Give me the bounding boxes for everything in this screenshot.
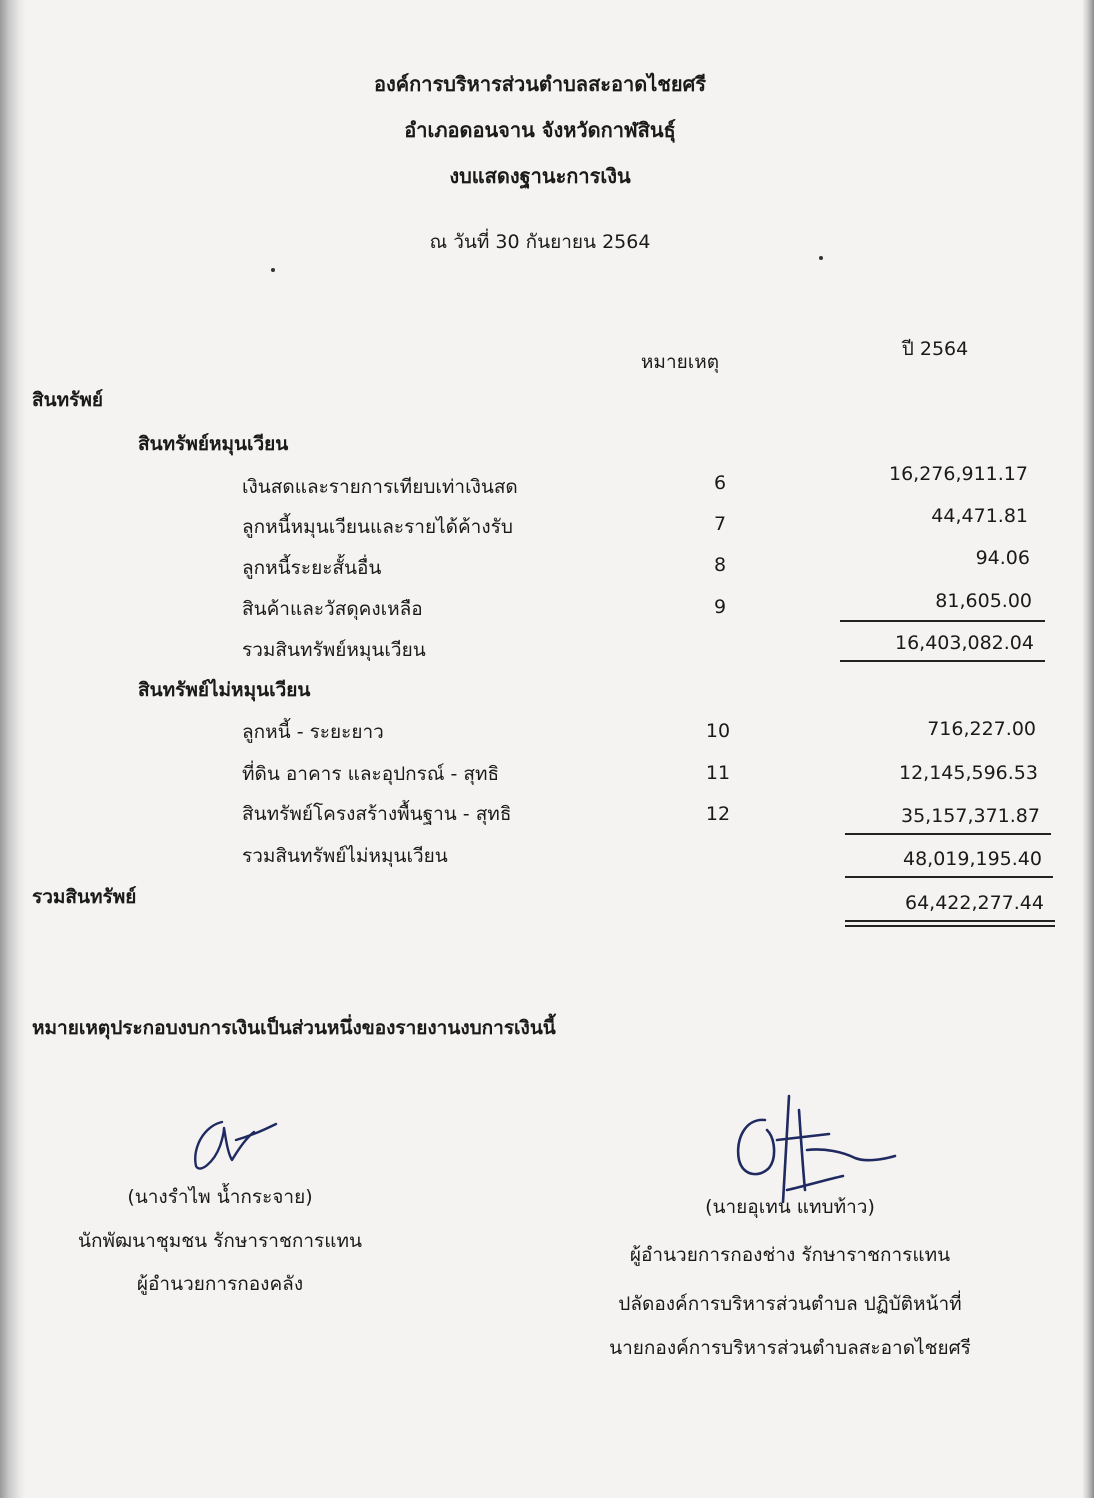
subtotal-label: รวมสินทรัพย์ไม่หมุนเวียน bbox=[242, 845, 448, 867]
scan-speck bbox=[819, 256, 823, 260]
line-item-label: สินทรัพย์โครงสร้างพื้นฐาน - สุทธิ bbox=[242, 803, 512, 825]
line-item-label: สินค้าและวัสดุคงเหลือ bbox=[242, 598, 423, 620]
line-item-note: 7 bbox=[713, 513, 727, 535]
left-signature-mark bbox=[180, 1110, 290, 1180]
line-item-note: 10 bbox=[705, 720, 731, 742]
org-title: องค์การบริหารส่วนตำบลสะอาดไชยศรี bbox=[373, 72, 707, 96]
line-item-note: 9 bbox=[713, 596, 727, 618]
noncurrent-assets-heading: สินทรัพย์ไม่หมุนเวียน bbox=[138, 679, 311, 701]
scan-speck bbox=[271, 268, 275, 272]
statement-footnote: หมายเหตุประกอบงบการเงินเป็นส่วนหนึ่งของรายงานงบการเงินนี้ bbox=[32, 1017, 556, 1039]
line-item-note: 12 bbox=[705, 803, 731, 825]
subtotal-rule bbox=[840, 620, 1045, 622]
line-item-note: 8 bbox=[713, 554, 727, 576]
line-item-label: ลูกหนี้ - ระยะยาว bbox=[242, 721, 384, 743]
line-item-label: ที่ดิน อาคาร และอุปกรณ์ - สุทธิ bbox=[242, 763, 500, 785]
statement-date: ณ วันที่ 30 กันยายน 2564 bbox=[429, 231, 651, 253]
right-signatory-title-2: ปลัดองค์การบริหารส่วนตำบล ปฏิบัติหน้าที่ bbox=[618, 1293, 962, 1315]
subtotal-amount: 48,019,195.40 bbox=[902, 848, 1042, 870]
subtotal-rule bbox=[845, 876, 1053, 878]
subtotal-amount: 16,403,082.04 bbox=[894, 632, 1034, 654]
line-item-amount: 12,145,596.53 bbox=[898, 762, 1038, 784]
subtotal-rule bbox=[845, 833, 1051, 835]
subtotal-label: รวมสินทรัพย์หมุนเวียน bbox=[242, 639, 426, 661]
total-assets-label: รวมสินทรัพย์ bbox=[32, 886, 137, 908]
note-column-header: หมายเหตุ bbox=[640, 351, 720, 373]
line-item-label: ลูกหนี้ระยะสั้นอื่น bbox=[242, 557, 382, 579]
total-double-rule-top bbox=[845, 920, 1055, 922]
line-item-label: เงินสดและรายการเทียบเท่าเงินสด bbox=[242, 476, 518, 498]
line-item-amount: 81,605.00 bbox=[935, 590, 1032, 612]
scan-right-edge bbox=[1082, 0, 1094, 1498]
line-item-amount: 35,157,371.87 bbox=[900, 805, 1040, 827]
left-signatory-name: (นางรำไพ น้ำกระจาย) bbox=[127, 1186, 313, 1208]
statement-title: งบแสดงฐานะการเงิน bbox=[449, 164, 631, 188]
total-double-rule-bottom bbox=[845, 925, 1055, 927]
location-title: อำเภอดอนจาน จังหวัดกาฬสินธุ์ bbox=[404, 118, 676, 142]
line-item-amount: 94.06 bbox=[975, 547, 1030, 569]
right-signatory-name: (นายอุเทน แทบท้าว) bbox=[705, 1196, 875, 1218]
assets-heading: สินทรัพย์ bbox=[32, 389, 103, 411]
line-item-amount: 716,227.00 bbox=[927, 718, 1036, 740]
total-assets-amount: 64,422,277.44 bbox=[904, 892, 1044, 914]
right-signature-mark bbox=[725, 1090, 915, 1210]
line-item-label: ลูกหนี้หมุนเวียนและรายได้ค้างรับ bbox=[242, 516, 513, 538]
scan-left-edge bbox=[0, 0, 26, 1498]
left-signatory-title-2: ผู้อำนวยการกองคลัง bbox=[136, 1273, 304, 1295]
line-item-amount: 16,276,911.17 bbox=[888, 463, 1028, 485]
line-item-note: 11 bbox=[705, 762, 731, 784]
year-column-header: ปี 2564 bbox=[901, 338, 969, 360]
line-item-note: 6 bbox=[713, 472, 727, 494]
right-signatory-title-1: ผู้อำนวยการกองช่าง รักษาราชการแทน bbox=[629, 1244, 951, 1266]
line-item-amount: 44,471.81 bbox=[931, 505, 1028, 527]
left-signatory-title-1: นักพัฒนาชุมชน รักษาราชการแทน bbox=[78, 1230, 362, 1252]
subtotal-rule bbox=[840, 660, 1045, 662]
right-signatory-title-3: นายกองค์การบริหารส่วนตำบลสะอาดไชยศรี bbox=[609, 1337, 971, 1359]
current-assets-heading: สินทรัพย์หมุนเวียน bbox=[138, 433, 289, 455]
